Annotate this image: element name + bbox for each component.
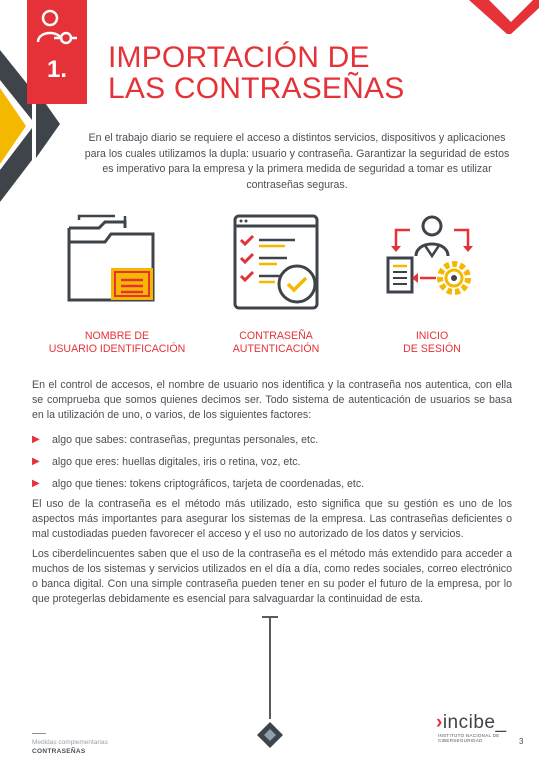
paragraph-1: En el control de accesos, el nombre de usuario nos identifica y la contraseña nos autentica, con ella se comprueba que somos quienes decimos ser. Todo sistema de autenticación de usuarios se basa en la utilización de uno, o varios, de los siguientes factores: [32, 379, 512, 421]
section-tab [27, 0, 87, 104]
title-line-2: LAS CONTRASEÑAS [108, 72, 405, 105]
paragraph-3: Los ciberdelincuentes saben que el uso de la contraseña es el método más extendido para acceder a muchos de los sistemas y servicios utilizados en el día a día, como redes sociales, correo electrónico o banca digital. Con una simple contraseña pueden tener en su poder el futuro de la empresa, por lo que protegerlas debidamente es esencial para salvaguardar la continuidad de esta. [32, 548, 512, 605]
user-key-icon [36, 8, 78, 50]
section-number: 1. [46, 56, 67, 83]
title-line-1: IMPORTACIÓN DE [108, 41, 370, 74]
folder-icon [65, 212, 165, 312]
bullet-arrow-icon: ▶ [32, 478, 40, 489]
page-title [108, 42, 404, 104]
label-usuario: NOMBRE DE USUARIO IDENTIFICACIÓN [48, 330, 186, 355]
page-number: 3 [519, 737, 524, 746]
label-contrasena: CONTRASEÑA AUTENTICACIÓN [232, 330, 320, 355]
checklist-icon [225, 212, 325, 312]
login-process-icon [382, 212, 482, 312]
top-right-chevron-decoration [459, 0, 539, 34]
paragraph-2: El uso de la contraseña es el método más utilizado, esto significa que su gestión es uno de los aspectos más importantes para asegurar los sistemas de la empresa. Las contraseñas deficientes o mal custodiadas pueden favorecer el acceso y el uso no autorizado de los datos y servicios. [32, 498, 512, 540]
logo-subtitle: INSTITUTO NACIONAL DE CIBERSEGURIDAD [438, 733, 500, 743]
intro-paragraph: En el trabajo diario se requiere el acceso a distintos servicios, dispositivos y aplicaciones para los cuales utilizamos la dupla: usuario y contraseña. Garantizar la seguridad de estos es imperativo para la empresa y la primera medida de seguridad a tomar es utilizar contraseñas seguras. [84, 132, 510, 191]
incibe-logo: ›incibe_ [436, 712, 507, 733]
vertical-divider [269, 617, 271, 719]
footer-topic: CONTRASEÑAS [32, 748, 86, 755]
bullet-arrow-icon: ▶ [32, 434, 40, 445]
diamond-icon [256, 721, 284, 749]
footer-series: Medidas complementarias [32, 739, 108, 746]
footer-line [32, 733, 46, 734]
label-inicio-sesion: INICIO DE SESIÓN [403, 330, 461, 355]
bullet-arrow-icon: ▶ [32, 456, 40, 467]
